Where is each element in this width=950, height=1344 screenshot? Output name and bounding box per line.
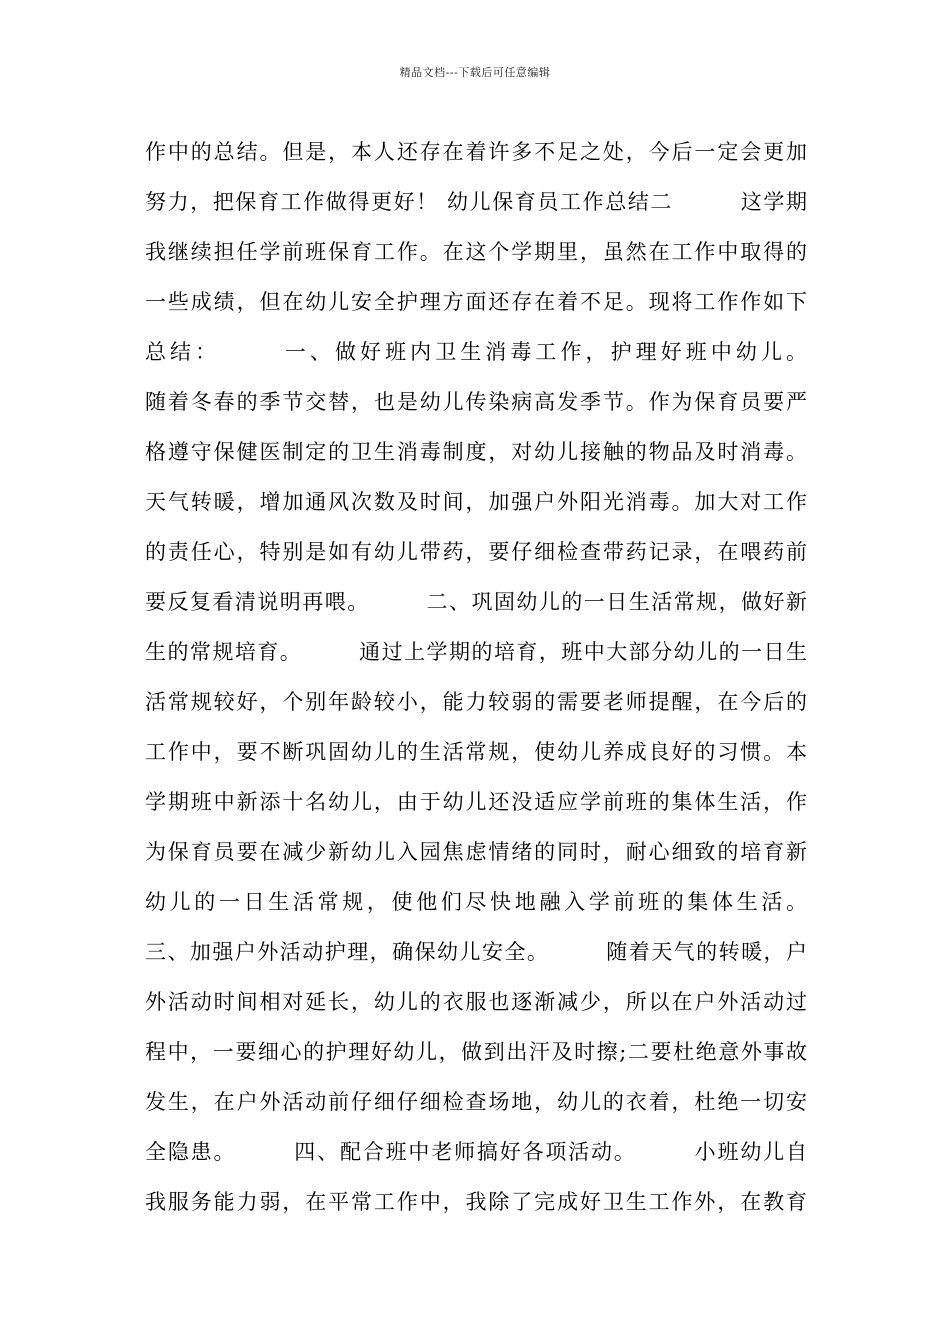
text-line: 一些成绩，但在幼儿安全护理方面还存在着不足。现将工作作如下 [145,290,807,314]
text-line: 活常规较好，个别年龄较小，能力较弱的需要老师提醒，在今后的 [145,690,807,714]
text-line: 为保育员要在减少新幼儿入园焦虑情绪的同时，耐心细致的培育新 [145,840,807,864]
text-line: 要反复看清说明再喂。 二、巩固幼儿的一日生活常规，做好新 [145,590,807,614]
text-line: 总结： 一、做好班内卫生消毒工作，护理好班中幼儿。 [145,340,807,364]
text-line: 幼儿的一日生活常规，使他们尽快地融入学前班的集体生活。 [145,890,807,914]
text-line: 生的常规培育。 通过上学期的培育，班中大部分幼儿的一日生 [145,640,807,664]
text-line: 我服务能力弱，在平常工作中，我除了完成好卫生工作外，在教育 [145,1190,807,1214]
body-text [145,127,807,1227]
text-line: 全隐患。 四、配合班中老师搞好各项活动。 小班幼儿自 [145,1140,807,1164]
text-line: 程中，一要细心的护理好幼儿，做到出汗及时擦;二要杜绝意外事故 [145,1040,807,1064]
text-line: 天气转暖，增加通风次数及时间，加强户外阳光消毒。加大对工作 [145,490,807,514]
text-line: 随着冬春的季节交替，也是幼儿传染病高发季节。作为保育员要严 [145,390,807,414]
page-header: 精品文档---下载后可任意编辑 [399,66,551,79]
text-line: 学期班中新添十名幼儿，由于幼儿还没适应学前班的集体生活，作 [145,790,807,814]
text-line: 格遵守保健医制定的卫生消毒制度，对幼儿接触的物品及时消毒。 [145,440,807,464]
text-line: 我继续担任学前班保育工作。在这个学期里，虽然在工作中取得的 [145,240,807,264]
text-line: 三、加强户外活动护理，确保幼儿安全。 随着天气的转暖，户 [145,940,807,964]
text-line: 外活动时间相对延长，幼儿的衣服也逐渐减少，所以在户外活动过 [145,990,807,1014]
text-line: 发生，在户外活动前仔细仔细检查场地，幼儿的衣着，杜绝一切安 [145,1090,807,1114]
text-line: 努力，把保育工作做得更好！ 幼儿保育员工作总结二 这学期 [145,190,807,214]
text-line: 作中的总结。但是，本人还存在着许多不足之处，今后一定会更加 [145,140,807,164]
text-line: 工作中，要不断巩固幼儿的生活常规，使幼儿养成良好的习惯。本 [145,740,807,764]
text-line: 的责任心，特别是如有幼儿带药，要仔细检查带药记录，在喂药前 [145,540,807,564]
